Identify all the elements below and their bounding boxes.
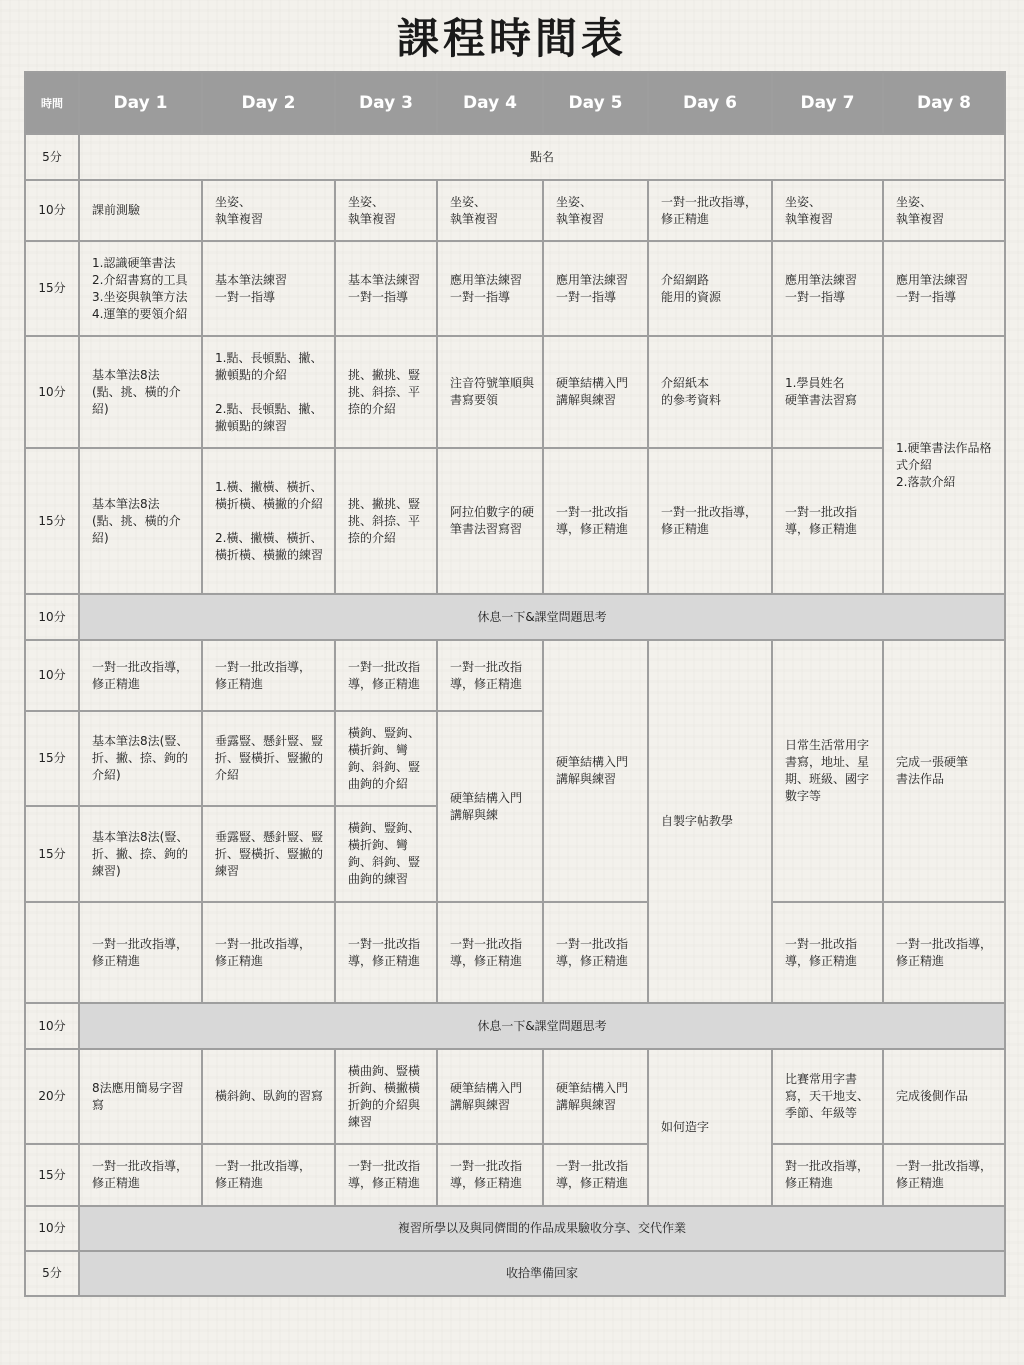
day2-cell: 垂露豎、懸針豎、豎折、豎橫折、豎撇的練習 <box>202 806 335 902</box>
table-row <box>25 180 1005 241</box>
time-cell: 5分 <box>25 134 79 180</box>
day2-cell: 基本筆法練習 一對一指導 <box>202 241 335 336</box>
time-cell: 20分 <box>25 1049 79 1144</box>
time-cell: 10分 <box>25 1206 79 1251</box>
day2-cell: 垂露豎、懸針豎、豎折、豎橫折、豎撇的介紹 <box>202 711 335 806</box>
day1-cell: 8法應用簡易字習寫 <box>79 1049 202 1144</box>
schedule-table <box>24 71 1006 1297</box>
day8-cell: 應用筆法練習 一對一指導 <box>883 241 1005 336</box>
time-cell: 15分 <box>25 806 79 902</box>
span-cell: 點名 <box>79 134 1005 180</box>
day1-cell: 基本筆法8法 (點、挑、橫的介紹) <box>79 448 202 594</box>
day7-cell: 日常生活常用字書寫，地址、星期、班級、國字數字等 <box>772 640 883 902</box>
day5-cell: 一對一批改指導，修正精進 <box>543 1144 648 1206</box>
day8-cell: 完成後側作品 <box>883 1049 1005 1144</box>
day2-cell: 一對一批改指導， 修正精進 <box>202 1144 335 1206</box>
day2-cell: 1.橫、撇橫、橫折、橫折橫、橫撇的介紹 2.橫、撇橫、橫折、橫折橫、橫撇的練習 <box>202 448 335 594</box>
day6-cell: 自製字帖教學 <box>648 640 772 1003</box>
day3-cell: 一對一批改指導，修正精進 <box>335 640 437 711</box>
day2-cell: 一對一批改指導， 修正精進 <box>202 902 335 1003</box>
table-row <box>25 902 1005 1003</box>
header-time: 時間 <box>25 72 79 134</box>
header-row <box>25 72 1005 134</box>
day4-cell: 一對一批改指導，修正精進 <box>437 640 543 711</box>
day3-cell: 橫曲鉤、豎橫折鉤、橫撇橫折鉤的介紹與練習 <box>335 1049 437 1144</box>
day8-cell: 1.硬筆書法作品格式介紹 2.落款介紹 <box>883 336 1005 594</box>
table-row <box>25 134 1005 180</box>
day5-cell: 一對一批改指導，修正精進 <box>543 448 648 594</box>
day5-cell: 一對一批改指導，修正精進 <box>543 902 648 1003</box>
day1-cell: 一對一批改指導， 修正精進 <box>79 902 202 1003</box>
day3-cell: 挑、撇挑、豎挑、斜捺、平捺的介紹 <box>335 448 437 594</box>
table-row <box>25 1144 1005 1206</box>
day1-cell: 課前測驗 <box>79 180 202 241</box>
time-cell: 10分 <box>25 594 79 640</box>
time-cell: 5分 <box>25 1251 79 1296</box>
table-row <box>25 640 1005 711</box>
day3-cell: 一對一批改指導，修正精進 <box>335 902 437 1003</box>
day3-cell: 一對一批改指導，修正精進 <box>335 1144 437 1206</box>
time-cell: 15分 <box>25 1144 79 1206</box>
day5-cell: 應用筆法練習 一對一指導 <box>543 241 648 336</box>
time-cell: 15分 <box>25 448 79 594</box>
day6-cell: 如何造字 <box>648 1049 772 1206</box>
day4-cell: 硬筆結構入門 講解與練 <box>437 711 543 902</box>
day5-cell: 坐姿、 執筆複習 <box>543 180 648 241</box>
header-day-7: Day 7 <box>772 72 883 134</box>
header-day-3: Day 3 <box>335 72 437 134</box>
day7-cell: 1.學員姓名 硬筆書法習寫 <box>772 336 883 448</box>
time-cell: 15分 <box>25 241 79 336</box>
day4-cell: 一對一批改指導，修正精進 <box>437 1144 543 1206</box>
day5-cell: 硬筆結構入門 講解與練習 <box>543 336 648 448</box>
day8-cell: 一對一批改指導， 修正精進 <box>883 1144 1005 1206</box>
table-row <box>25 448 1005 594</box>
day3-cell: 基本筆法練習 一對一指導 <box>335 241 437 336</box>
day5-cell: 硬筆結構入門 講解與練習 <box>543 640 648 902</box>
day4-cell: 阿拉伯數字的硬筆書法習寫習 <box>437 448 543 594</box>
time-cell: 10分 <box>25 1003 79 1049</box>
day1-cell: 1.認識硬筆書法 2.介紹書寫的工具 3.坐姿與執筆方法 4.運筆的要領介紹 <box>79 241 202 336</box>
table-row <box>25 336 1005 448</box>
header-day-2: Day 2 <box>202 72 335 134</box>
day2-cell: 1.點、長頓點、撇、撇頓點的介紹 2.點、長頓點、撇、撇頓點的練習 <box>202 336 335 448</box>
time-cell: 10分 <box>25 336 79 448</box>
day8-cell: 完成一張硬筆 書法作品 <box>883 640 1005 902</box>
header-day-5: Day 5 <box>543 72 648 134</box>
day7-cell: 一對一批改指導，修正精進 <box>772 448 883 594</box>
day2-cell: 坐姿、 執筆複習 <box>202 180 335 241</box>
day7-cell: 對一批改指導， 修正精進 <box>772 1144 883 1206</box>
time-cell <box>25 902 79 1003</box>
day6-cell: 介紹紙本 的參考資料 <box>648 336 772 448</box>
day6-cell: 介紹網路 能用的資源 <box>648 241 772 336</box>
day1-cell: 基本筆法8法 (點、挑、橫的介紹) <box>79 336 202 448</box>
header-day-1: Day 1 <box>79 72 202 134</box>
day7-cell: 坐姿、 執筆複習 <box>772 180 883 241</box>
day3-cell: 橫鉤、豎鉤、橫折鉤、彎鉤、斜鉤、豎曲鉤的介紹 <box>335 711 437 806</box>
span-cell: 休息一下&課堂問題思考 <box>79 594 1005 640</box>
time-cell: 10分 <box>25 640 79 711</box>
day7-cell: 一對一批改指導，修正精進 <box>772 902 883 1003</box>
day6-cell: 一對一批改指導， 修正精進 <box>648 448 772 594</box>
day2-cell: 橫斜鉤、臥鉤的習寫 <box>202 1049 335 1144</box>
day5-cell: 硬筆結構入門 講解與練習 <box>543 1049 648 1144</box>
day1-cell: 基本筆法8法(豎、折、撇、捺、鉤的介紹) <box>79 711 202 806</box>
header-day-4: Day 4 <box>437 72 543 134</box>
day1-cell: 基本筆法8法(豎、折、撇、捺、鉤的練習) <box>79 806 202 902</box>
time-cell: 15分 <box>25 711 79 806</box>
table-row <box>25 241 1005 336</box>
day7-cell: 應用筆法練習 一對一指導 <box>772 241 883 336</box>
table-row <box>25 1251 1005 1296</box>
day4-cell: 一對一批改指導，修正精進 <box>437 902 543 1003</box>
day4-cell: 硬筆結構入門 講解與練習 <box>437 1049 543 1144</box>
day3-cell: 坐姿、 執筆複習 <box>335 180 437 241</box>
span-cell: 休息一下&課堂問題思考 <box>79 1003 1005 1049</box>
header-day-6: Day 6 <box>648 72 772 134</box>
day7-cell: 比賽常用字書寫，天干地支、季節、年級等 <box>772 1049 883 1144</box>
day4-cell: 坐姿、 執筆複習 <box>437 180 543 241</box>
page-title: 課程時間表 <box>396 14 627 63</box>
table-row <box>25 1049 1005 1144</box>
day2-cell: 一對一批改指導， 修正精進 <box>202 640 335 711</box>
table-row <box>25 594 1005 640</box>
day8-cell: 坐姿、 執筆複習 <box>883 180 1005 241</box>
span-cell: 複習所學以及與同儕間的作品成果驗收分享、交代作業 <box>79 1206 1005 1251</box>
span-cell: 收拾準備回家 <box>79 1251 1005 1296</box>
day8-cell: 一對一批改指導， 修正精進 <box>883 902 1005 1003</box>
day4-cell: 應用筆法練習 一對一指導 <box>437 241 543 336</box>
table-row <box>25 1003 1005 1049</box>
table-row <box>25 1206 1005 1251</box>
day3-cell: 挑、撇挑、豎挑、斜捺、平捺的介紹 <box>335 336 437 448</box>
header-day-8: Day 8 <box>883 72 1005 134</box>
day6-cell: 一對一批改指導， 修正精進 <box>648 180 772 241</box>
day3-cell: 橫鉤、豎鉤、橫折鉤、彎鉤、斜鉤、豎曲鉤的練習 <box>335 806 437 902</box>
day1-cell: 一對一批改指導， 修正精進 <box>79 1144 202 1206</box>
day4-cell: 注音符號筆順與書寫要領 <box>437 336 543 448</box>
time-cell: 10分 <box>25 180 79 241</box>
day1-cell: 一對一批改指導， 修正精進 <box>79 640 202 711</box>
